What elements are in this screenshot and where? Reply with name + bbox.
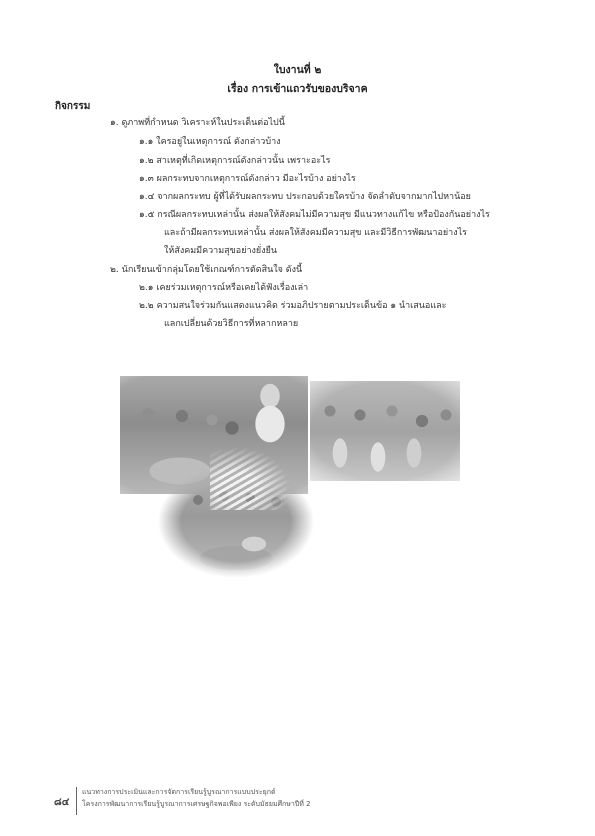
sub-item-1-5-continuation: ให้สังคมมีความสุขอย่างยั่งยืน (164, 246, 278, 256)
activity-item-1 (110, 117, 285, 129)
activity-item-2 (110, 264, 302, 276)
sub-item-number: ๑.๒ (139, 156, 154, 166)
sub-item-text: เคยร่วมเหตุการณ์หรือเคยได้ฟังเรื่องเล่า (156, 283, 309, 293)
sub-item-number: ๑.๓ (139, 174, 154, 184)
sub-item-1-4 (139, 191, 471, 203)
sub-item-number: ๑.๔ (139, 192, 155, 202)
sub-item-text: สาเหตุที่เกิดเหตุการณ์ดังกล่าวนั้น เพราะอะไร (156, 156, 331, 166)
sub-item-text: ใครอยู่ในเหตุการณ์ ดังกล่าวบ้าง (156, 137, 281, 147)
page-number: ๘๔ (54, 797, 70, 808)
sub-item-2-2 (139, 300, 446, 312)
sub-item-number: ๑.๑ (139, 137, 154, 147)
sub-item-1-3 (139, 173, 356, 185)
sub-item-1-5-continuation: และถ้ามีผลกระทบเหล่านั้น ส่งผลให้สังคมมีความสุข และมีวิธีการพัฒนาอย่างไร (164, 228, 467, 238)
footer-line-2: โครงการพัฒนาการเรียนรู้บูรณาการเศรษฐกิจพอเพียง ระดับมัธยมศึกษาปีที่ 2 (82, 800, 311, 808)
sub-item-number: ๑.๕ (139, 210, 155, 220)
item-text: นักเรียนเข้ากลุ่มโดยใช้เกณฑ์การตัดสินใจ ดังนี้ (121, 265, 303, 275)
item-number: ๑. (110, 118, 119, 128)
item-number: ๒. (110, 265, 119, 275)
sub-item-1-1 (139, 136, 281, 148)
sub-item-text: จากผลกระทบ ผู้ที่ได้รับผลกระทบ ประกอบด้วยใครบ้าง จัดลำดับจากมากไปหาน้อย (157, 192, 471, 202)
sub-item-text: ความสนใจร่วมกันแสดงแนวคิด ร่วมอภิปรายตามประเด็นข้อ ๑ นำเสนอและ (156, 301, 447, 311)
light-rays-decoration (210, 440, 300, 510)
sub-item-1-5 (139, 209, 490, 221)
sub-item-number: ๒.๒ (139, 301, 154, 311)
sub-item-number: ๒.๑ (139, 283, 154, 293)
worksheet-subtitle: เรื่อง การเข้าแถวรับของบริจาค (227, 83, 368, 95)
sub-item-1-2 (139, 155, 330, 167)
photo-children-queue (310, 381, 460, 481)
footer-divider (76, 787, 77, 815)
worksheet-title: ใบงานที่ ๒ (273, 64, 322, 76)
sub-item-2-2-continuation: แลกเปลี่ยนด้วยวิธีการที่หลากหลาย (164, 319, 299, 329)
section-heading: กิจกรรม (55, 101, 91, 112)
sub-item-text: ผลกระทบจากเหตุการณ์ดังกล่าว มีอะไรบ้าง อย่างไร (156, 174, 356, 184)
sub-item-text: กรณีผลกระทบเหล่านั้น ส่งผลให้สังคมไม่มีความสุข มีแนวทางแก้ไข หรือป้องกันอย่างไร (157, 210, 490, 220)
item-text: ดูภาพที่กำหนด วิเคราะห์ในประเด็นต่อไปนี้ (121, 118, 285, 128)
sub-item-2-1 (139, 282, 308, 294)
footer-line-1: แนวทางการประเมินและการจัดการเรียนรู้บูรณาการแบบประยุกต์ (82, 788, 276, 796)
